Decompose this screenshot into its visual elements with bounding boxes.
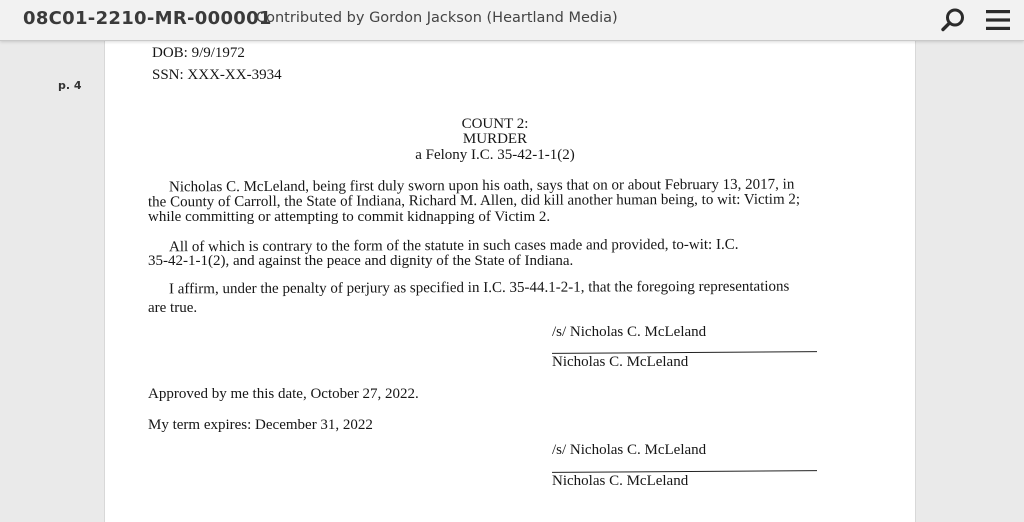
signature-electronic: /s/ Nicholas C. McLeland [552, 442, 707, 458]
search-icon [940, 7, 966, 33]
document-page [104, 41, 916, 522]
document-id: 08C01-2210-MR-000001 [23, 8, 272, 29]
menu-button[interactable] [985, 8, 1011, 32]
signature-electronic: /s/ Nicholas C. McLeland [552, 324, 707, 340]
paragraph-line: are true. [148, 300, 198, 316]
contributor-credit: Contributed by Gordon Jackson (Heartland Media) [256, 10, 618, 26]
page-number-label: p. 4 [58, 79, 82, 92]
top-bar [0, 0, 1024, 41]
dob-line: DOB: 9/9/1972 [152, 45, 245, 61]
signature-printed-name: Nicholas C. McLeland [552, 354, 689, 370]
count-statute: a Felony I.C. 35-42-1-1(2) [415, 147, 575, 163]
hamburger-menu-icon [985, 8, 1011, 32]
count-title: COUNT 2: [461, 116, 529, 132]
term-expiry-line: My term expires: December 31, 2022 [148, 417, 373, 433]
paragraph-line: I affirm, under the penalty of perjury as specified in I.C. 35-44.1-2-1, that the foregoing representations [168, 278, 790, 298]
paragraph-line: 35-42-1-1(2), and against the peace and dignity of the State of Indiana. [148, 253, 574, 269]
paragraph-line: All of which is contrary to the form of the statute in such cases made and provided, to-wit: I.C. [168, 236, 739, 256]
ssn-line: SSN: XXX-XX-3934 [152, 67, 282, 83]
signature-printed-name: Nicholas C. McLeland [552, 473, 689, 489]
search-button[interactable] [940, 7, 966, 33]
paragraph-line: Nicholas C. McLeland, being first duly sworn upon his oath, says that on or about February 13, 2017, in [168, 176, 795, 196]
count-charge: MURDER [462, 131, 528, 147]
paragraph-line: while committing or attempting to commit kidnapping of Victim 2. [148, 209, 551, 225]
paragraph-line: the County of Carroll, the State of Indiana, Richard M. Allen, did kill another human being, to wit: Victim 2; [147, 191, 801, 211]
approval-line: Approved by me this date, October 27, 2022. [148, 386, 419, 402]
